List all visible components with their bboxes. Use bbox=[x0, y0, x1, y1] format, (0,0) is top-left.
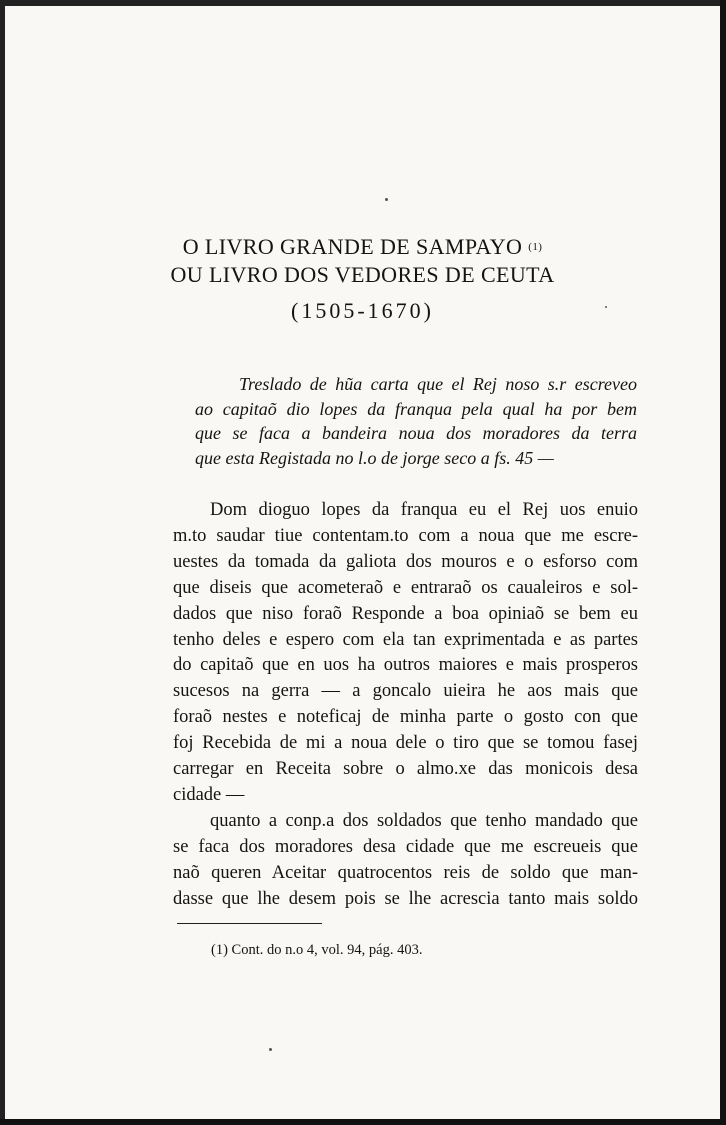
document-title-line-1 bbox=[5, 234, 720, 260]
body-line: dados que niso foraõ Responde a boa opiniaõ se bem eu bbox=[173, 603, 638, 624]
body-line: carregar en Receita sobre o almo.xe das monicois desa bbox=[173, 759, 638, 780]
body-line: dasse que lhe desem pois se lhe acrescia tanto mais soldo bbox=[173, 888, 638, 909]
document-title-line-2: OU LIVRO DOS VEDORES DE CEUTA bbox=[170, 262, 555, 287]
intro-paragraph bbox=[195, 372, 637, 470]
footnote-divider bbox=[177, 923, 322, 924]
body-line: se faca dos moradores desa cidade que me escreueis que bbox=[173, 836, 638, 857]
body-line: que diseis que acometeraõ e entraraõ os caualeiros e sol- bbox=[173, 577, 638, 598]
scan-border-right bbox=[720, 0, 726, 1125]
body-line: Dom dioguo lopes da franqua eu el Rej uos enuio bbox=[210, 500, 638, 520]
intro-line: que esta Registada no l.o de jorge seco a fs. 45 — bbox=[195, 447, 554, 468]
footnote: (1) Cont. do n.o 4, vol. 94, pág. 403. bbox=[211, 942, 423, 958]
body-line: cidade — bbox=[173, 784, 245, 805]
intro-line: Treslado de hũa carta que el Rej noso s.r escreveo bbox=[239, 374, 637, 394]
intro-line: que se faca a bandeira noua dos moradores da terra bbox=[195, 423, 637, 443]
body-line: do capitaõ que en uos ha outros maiores e mais prosperos bbox=[173, 655, 638, 676]
body-line: foj Recebida de mi a noua dele o tiro que se tomou fasej bbox=[173, 733, 638, 754]
body-line: quanto a conp.a dos soldados que tenho mandado que bbox=[210, 810, 638, 831]
body-line: tenho deles e espero com ela tan exprimentada e as partes bbox=[173, 629, 638, 650]
letter-body bbox=[173, 498, 638, 913]
document-page bbox=[5, 6, 720, 1119]
title-footnote-marker: (1) bbox=[528, 241, 543, 253]
body-line: foraõ nestes e noteficaj de minha parte o gosto con que bbox=[173, 707, 638, 728]
body-line: uestes da tomada da galiota dos mouros e o esforso com bbox=[173, 551, 638, 572]
print-speck bbox=[385, 198, 388, 201]
body-line: m.to saudar tiue contentam.to com a noua que me escre- bbox=[173, 525, 638, 546]
print-speck bbox=[269, 1048, 272, 1051]
title-text: O LIVRO GRANDE DE SAMPAYO bbox=[182, 234, 523, 259]
document-dates: (1505-1670) bbox=[291, 298, 434, 323]
body-line: sucesos na gerra — a goncalo uieira he aos mais que bbox=[173, 681, 638, 702]
intro-line: ao capitaõ dio lopes da franqua pela qual ha por bem bbox=[195, 398, 637, 419]
scan-border-bottom bbox=[0, 1119, 726, 1125]
body-line: naõ queren Aceitar quatrocentos reis de soldo que man- bbox=[173, 862, 638, 883]
